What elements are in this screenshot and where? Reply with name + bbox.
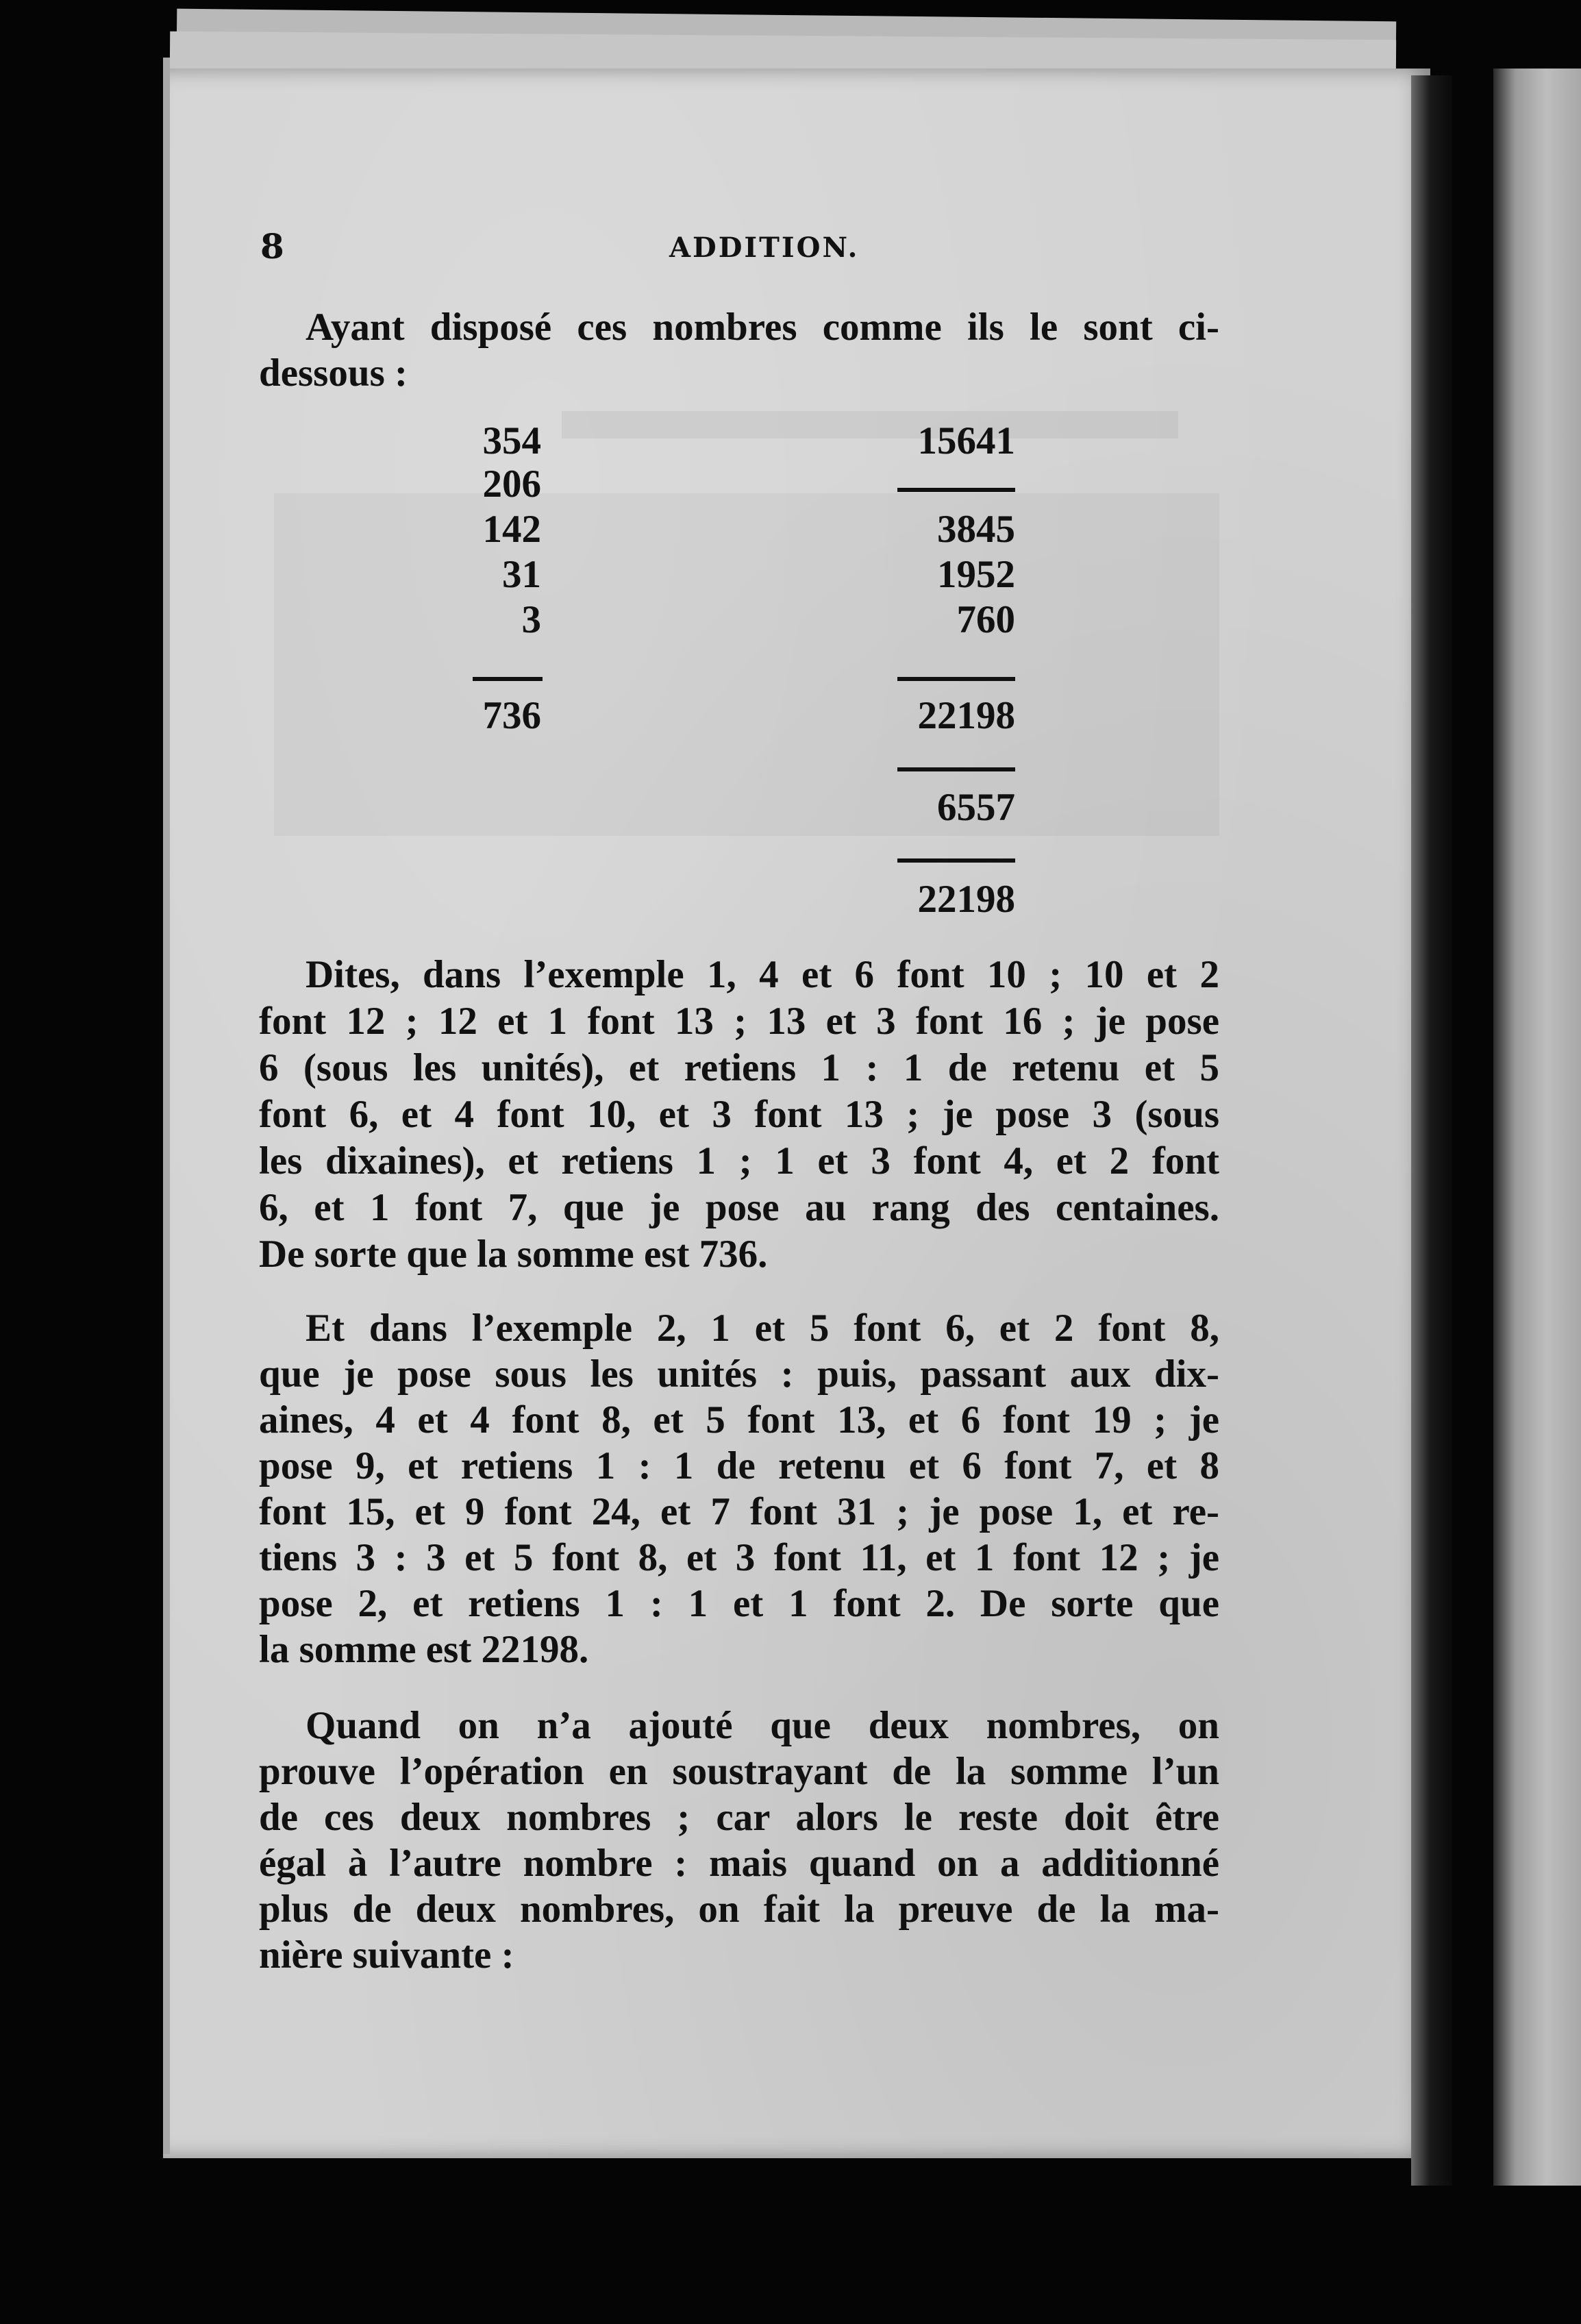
addend: 3845 <box>937 508 1015 551</box>
text-line: Quand on n’a ajouté que deux nombres, on <box>306 1704 1219 1747</box>
proof-partial: 6557 <box>937 786 1015 829</box>
text-line: nière suivante : <box>259 1933 514 1977</box>
sum: 22198 <box>917 694 1015 737</box>
addend: 1952 <box>937 553 1015 596</box>
rule <box>897 767 1015 771</box>
text-line: 6 (sous les unités), et retiens 1 : 1 de retenu et 5 <box>259 1046 1219 1089</box>
addend: 206 <box>482 462 541 506</box>
show-through <box>274 493 1219 836</box>
addend: 31 <box>502 553 541 596</box>
text-line: égal à l’autre nombre : mais quand on a additionné <box>259 1842 1219 1885</box>
text-line: font 6, et 4 font 10, et 3 font 13 ; je pose 3 (sous <box>259 1093 1219 1136</box>
sum-rule <box>473 677 543 681</box>
text-line: aines, 4 et 4 font 8, et 5 font 13, et 6 font 19 ; je <box>259 1398 1219 1442</box>
text-line: prouve l’opération en soustrayant de la somme l’un <box>259 1750 1219 1793</box>
rule <box>897 858 1015 863</box>
facing-page-edge <box>1493 69 1581 2186</box>
intro-line: Ayant disposé ces nombres comme ils le sont ci- <box>306 306 1219 349</box>
text-line: tiens 3 : 3 et 5 font 8, et 3 font 11, et 1 font 12 ; je <box>259 1536 1219 1579</box>
addend: 142 <box>482 508 541 551</box>
sum: 736 <box>482 694 541 737</box>
text-line: pose 2, et retiens 1 : 1 et 1 font 2. De sorte que <box>259 1582 1219 1625</box>
book-gutter <box>1411 75 1452 2186</box>
addend: 354 <box>482 419 541 462</box>
addend: 15641 <box>917 419 1015 462</box>
text-line: les dixaines), et retiens 1 ; 1 et 3 font 4, et 2 font <box>259 1139 1219 1183</box>
show-through <box>562 411 1178 438</box>
text-line: font 15, et 9 font 24, et 7 font 31 ; je pose 1, et re- <box>259 1490 1219 1533</box>
text-line: de ces deux nombres ; car alors le reste doit être <box>259 1796 1219 1839</box>
rule <box>897 488 1015 492</box>
running-head: ADDITION. <box>669 232 860 264</box>
addend: 3 <box>521 598 541 641</box>
addend: 760 <box>956 598 1015 641</box>
proof-total: 22198 <box>917 878 1015 921</box>
sum-rule <box>897 677 1015 681</box>
text-line: la somme est 22198. <box>259 1628 589 1671</box>
text-line: De sorte que la somme est 736. <box>259 1233 768 1276</box>
page-edge <box>163 58 170 2154</box>
text-line: Et dans l’exemple 2, 1 et 5 font 6, et 2 font 8, <box>306 1307 1219 1350</box>
page-number: 8 <box>260 226 284 267</box>
text-line: pose 9, et retiens 1 : 1 de retenu et 6 font 7, et 8 <box>259 1444 1219 1487</box>
text-line: 6, et 1 font 7, que je pose au rang des centaines. <box>259 1186 1219 1229</box>
text-line: plus de deux nombres, on fait la preuve de la ma- <box>259 1888 1219 1931</box>
intro-line: dessous : <box>259 351 408 395</box>
text-line: font 12 ; 12 et 1 font 13 ; 13 et 3 font 16 ; je pose <box>259 1000 1219 1043</box>
text-line: Dites, dans l’exemple 1, 4 et 6 font 10 ; 10 et 2 <box>306 953 1219 996</box>
text-line: que je pose sous les unités : puis, passant aux dix- <box>259 1352 1219 1396</box>
